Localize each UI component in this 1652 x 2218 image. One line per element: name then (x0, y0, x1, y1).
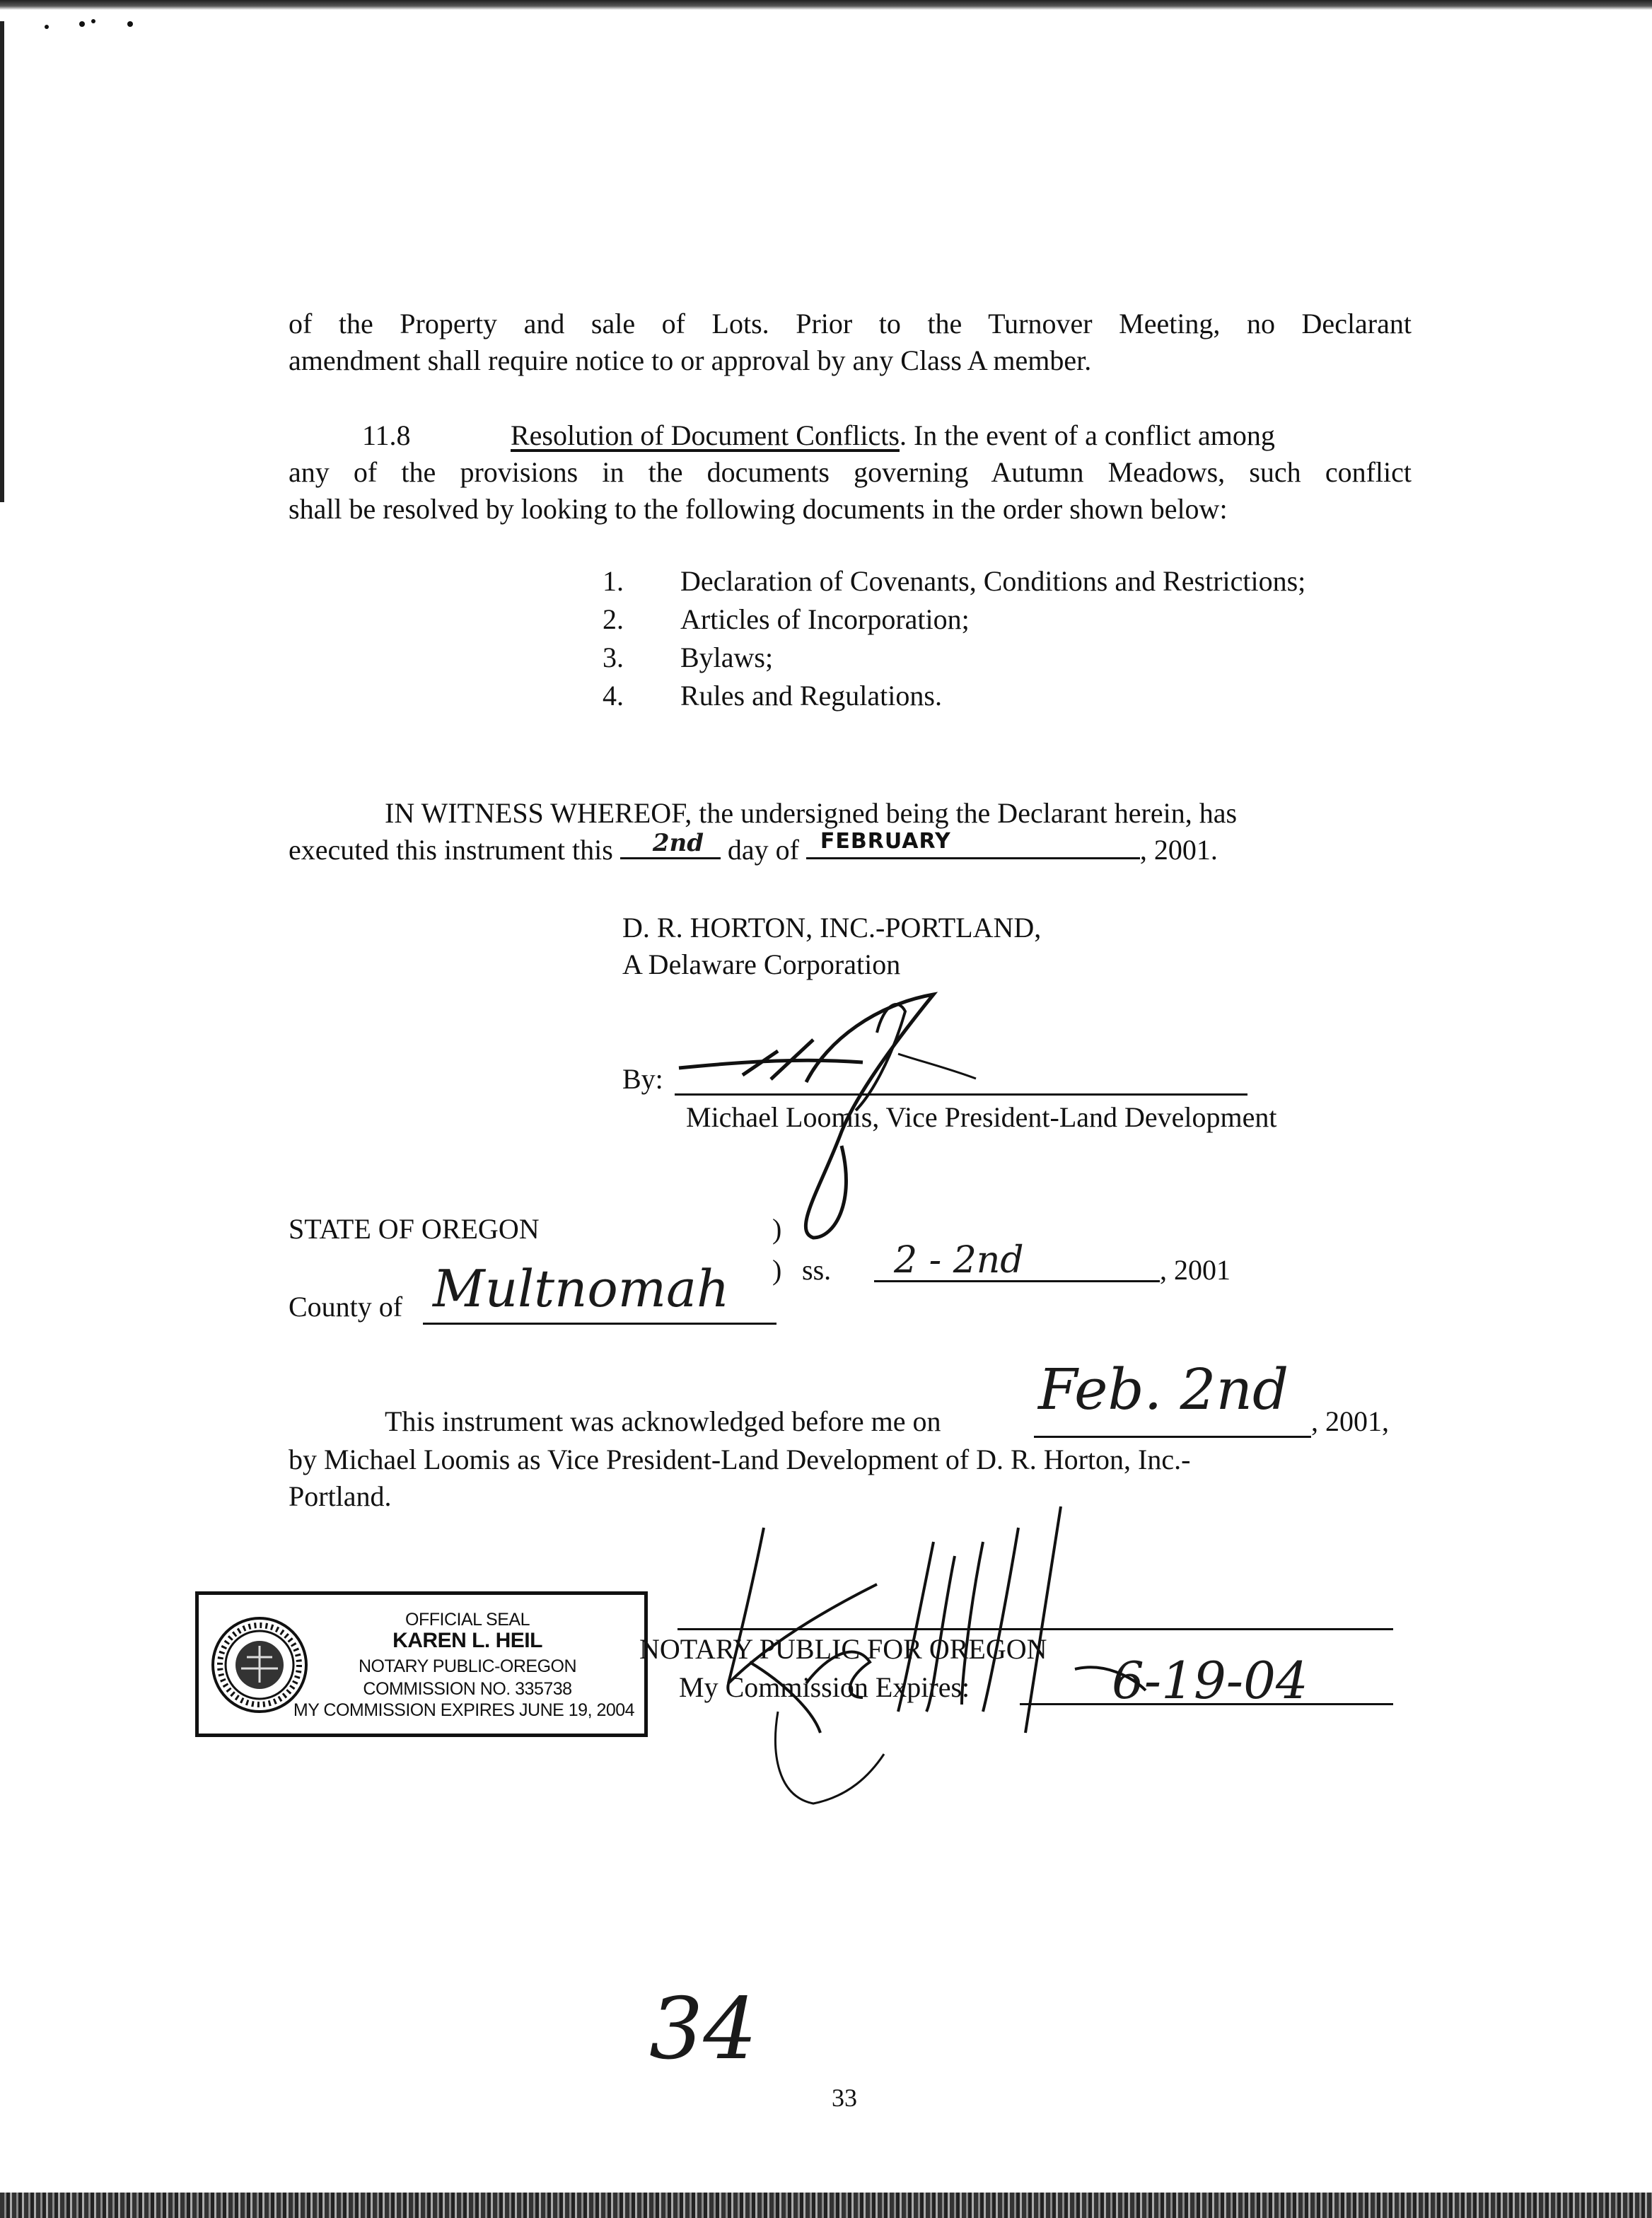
ack-line: Portland. (289, 1480, 392, 1512)
company-type: A Delaware Corporation (622, 948, 901, 980)
official-seal (195, 1591, 648, 1737)
section-title: Resolution of Document Conflicts (511, 419, 900, 451)
notary-signature-line (677, 1628, 1393, 1630)
day-handwritten: 2nd (652, 829, 704, 857)
list-number: 4. (603, 680, 624, 712)
paragraph-line: of the Property and sale of Lots. Prior to the Turnover Meeting, no Declarant (289, 308, 1412, 339)
date-handwritten: 2 - 2nd (894, 1239, 1024, 1282)
bracket: ) (772, 1254, 782, 1286)
county-label: County of (289, 1291, 403, 1323)
scan-edge-bottom (0, 2193, 1652, 2218)
commission-handwritten: 6-19-04 (1112, 1651, 1308, 1710)
scan-edge-left (0, 21, 4, 502)
ack-line: by Michael Loomis as Vice President-Land Development of D. R. Horton, Inc.- (289, 1444, 1191, 1475)
witness-line: IN WITNESS WHEREOF, the undersigned being the Declarant herein, has (385, 797, 1238, 829)
ack-date-blank (1034, 1436, 1311, 1438)
seal-notary-name: KAREN L. HEIL (392, 1629, 542, 1652)
commission-label: My Commission Expires: (679, 1671, 970, 1703)
section-number: 11.8 (362, 419, 411, 451)
list-item: Articles of Incorporation; (680, 603, 970, 635)
witness-execution-line (289, 829, 1218, 869)
county-handwritten: Multnomah (433, 1259, 730, 1318)
seal-title: OFFICIAL SEAL (405, 1610, 530, 1630)
company-name: D. R. HORTON, INC.-PORTLAND, (622, 912, 1042, 943)
ack-line: This instrument was acknowledged before me on (385, 1405, 941, 1437)
month-handwritten: FEBRUARY (820, 829, 951, 854)
seal-expiration: MY COMMISSION EXPIRES JUNE 19, 2004 (293, 1700, 635, 1720)
list-item: Bylaws; (680, 641, 774, 673)
list-item: Declaration of Covenants, Conditions and Restrictions; (680, 565, 1306, 597)
list-number: 3. (603, 641, 624, 673)
ack-date-handwritten: Feb. 2nd (1038, 1357, 1289, 1422)
signer-name: Michael Loomis, Vice President-Land Development (686, 1101, 1277, 1133)
scan-edge-top (0, 0, 1652, 10)
paragraph-line: amendment shall require notice to or approval by any Class A member. (289, 344, 1092, 376)
paragraph-line: any of the provisions in the documents governing Autumn Meadows, such conflict (289, 456, 1412, 488)
list-number: 1. (603, 565, 624, 597)
state-label: STATE OF OREGON (289, 1213, 540, 1245)
month-blank (806, 829, 1140, 859)
bracket: ) (772, 1213, 782, 1245)
by-label: By: (622, 1063, 663, 1095)
notary-title: NOTARY PUBLIC FOR OREGON (639, 1633, 1047, 1665)
section-heading-line (511, 417, 1275, 454)
paragraph-line: shall be resolved by looking to the following documents in the order shown below: (289, 493, 1228, 525)
seal-commission-number: COMMISSION NO. 335738 (363, 1679, 572, 1699)
section-line-rest: . In the event of a conflict among (899, 419, 1275, 451)
handwritten-page-number: 34 (649, 1980, 757, 2079)
signature-line (675, 1093, 1247, 1096)
day-blank (620, 829, 721, 859)
page-number: 33 (832, 2084, 857, 2112)
county-blank (423, 1323, 776, 1325)
witness-text: day of (727, 834, 799, 866)
ack-line: , 2001, (1311, 1405, 1389, 1437)
scan-specks (42, 17, 141, 31)
witness-text: executed this instrument this (289, 834, 613, 866)
ss-label: ss. (802, 1254, 832, 1286)
list-item: Rules and Regulations. (680, 680, 942, 712)
seal-notary-public: NOTARY PUBLIC-OREGON (358, 1656, 577, 1676)
list-number: 2. (603, 603, 624, 635)
date-suffix: , 2001 (1160, 1254, 1231, 1286)
witness-text: , 2001. (1139, 834, 1218, 866)
